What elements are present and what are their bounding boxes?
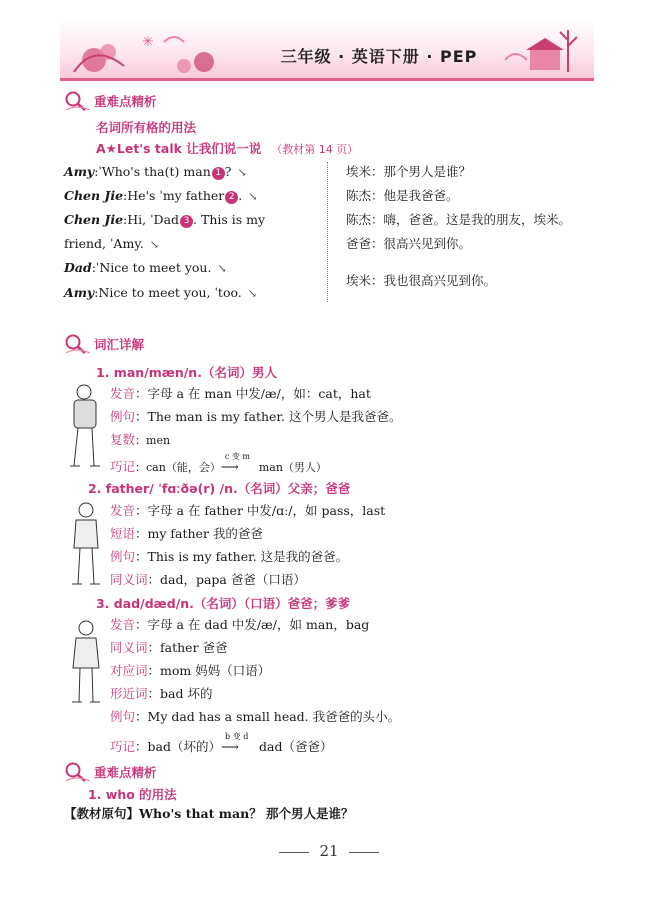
detail-text: ：dad，papa 爸爸（口语）	[147, 572, 306, 587]
section-heading-key-points-2	[64, 761, 157, 783]
note-number: 2	[225, 191, 238, 204]
detail-text: ：father 爸爸	[147, 640, 228, 655]
dad-illustration-icon	[64, 618, 108, 708]
detail-text: man（男人）	[258, 461, 327, 474]
lesson-reference: （教材第 14 页）	[271, 143, 359, 156]
detail-label: 同义词	[110, 572, 148, 587]
detail-label: 例句	[110, 409, 136, 424]
section-heading-key-points	[64, 90, 157, 112]
word-detail-row	[110, 525, 263, 543]
footer-dash	[279, 852, 309, 853]
lesson-label: A★Let's talk 让我们说一说	[96, 141, 262, 156]
falling-tone-icon: ↘	[247, 287, 257, 300]
memory-arrow	[220, 732, 259, 756]
translation-line: 埃米：我也很高兴见到你。	[346, 273, 497, 288]
dialogue-line	[64, 235, 159, 254]
dialogue-line: Chen Jie:Hi, ˈDad 3 . This is my	[64, 212, 266, 227]
footer-dash	[349, 852, 379, 853]
word-detail-row	[110, 732, 333, 756]
original-text: Who's that man？ 那个男人是谁？	[139, 806, 354, 821]
dialogue-tail: . This is my	[193, 212, 266, 227]
dialogue-line: Dad:ˈNice to meet you. ↘	[64, 260, 227, 275]
word-detail-row	[110, 408, 401, 426]
page-header-title: 三年级 · 英语下册 · PEP	[280, 47, 478, 66]
man-illustration-icon	[64, 382, 108, 472]
word-entry-heading: 3. dad/dæd/n.（名词）（口语）爸爸；爹爹	[96, 596, 351, 611]
topic-title: 名词所有格的用法	[96, 120, 197, 135]
word-detail-row	[110, 571, 306, 589]
word-detail-row	[110, 452, 327, 477]
original-label: 【教材原句】	[64, 806, 140, 821]
detail-label: 同义词	[110, 640, 148, 655]
detail-label: 形近词	[110, 686, 148, 701]
word-detail-row	[110, 502, 385, 520]
speaker-name: Amy	[64, 285, 95, 300]
magnifier-icon	[64, 90, 90, 112]
detail-label: 巧记	[110, 459, 136, 474]
detail-label: 发音	[110, 503, 136, 518]
section-heading-vocabulary	[64, 333, 144, 355]
topic-title: 1. who 的用法	[88, 787, 177, 802]
detail-text: dad（爸爸）	[258, 739, 333, 754]
detail-text: ：The man is my father. 这个男人是我爸爸。	[135, 409, 402, 424]
falling-tone-icon: ↘	[237, 166, 247, 179]
note-number: 3	[180, 215, 193, 228]
detail-text: ：my father 我的爸爸	[135, 526, 263, 541]
word-detail-row	[110, 685, 212, 703]
word-detail-row	[110, 431, 170, 450]
falling-tone-icon: ↘	[248, 190, 258, 203]
decorative-flower-icon	[64, 22, 234, 78]
detail-text: ：men	[135, 434, 171, 447]
detail-text: ：can（能，会）	[135, 461, 221, 474]
word-detail-row	[110, 385, 371, 403]
dialogue-text: He's ˈmy father	[127, 188, 225, 203]
arrow-note: c 变 m	[224, 452, 250, 461]
dialogue-text: Hi, ˈDad	[127, 212, 180, 227]
translation-line: 陈杰：他是我爸爸。	[346, 188, 459, 203]
dialogue-tail: ?	[224, 164, 232, 179]
word-detail-row	[110, 548, 348, 566]
detail-label: 巧记	[110, 739, 136, 754]
word-entry-heading: 1. man/mæn/n.（名词）男人	[96, 365, 277, 380]
lesson-title	[96, 140, 358, 159]
detail-text: ：My dad has a small head. 我爸爸的头小。	[135, 709, 401, 724]
page-number-text: 21	[319, 842, 339, 860]
right-arrow-icon: ⟶	[220, 459, 239, 474]
detail-text: ：mom 妈妈（口语）	[147, 663, 271, 678]
magnifier-icon	[64, 761, 90, 783]
page-number	[0, 842, 658, 860]
right-arrow-icon: ⟶	[220, 739, 239, 754]
section-heading-text: 词汇详解	[94, 337, 145, 352]
detail-text: ：bad 坏的	[147, 686, 213, 701]
header-rule	[60, 78, 594, 81]
speaker-name: Chen Jie	[64, 212, 124, 227]
detail-label: 对应词	[110, 663, 148, 678]
column-divider	[327, 162, 328, 302]
dialogue-text: ˈWho's tha(t) man	[98, 164, 211, 179]
translation-line: 陈杰：嗨，爸爸。这是我的朋友，埃米。	[346, 212, 572, 227]
dialogue-tail: .	[238, 188, 243, 203]
dialogue-text: Nice to meet you, ˈtoo.	[98, 285, 242, 300]
detail-label: 例句	[110, 549, 136, 564]
detail-text: ：字母 a 在 man 中发/æ/，如：cat，hat	[135, 386, 371, 401]
dialogue-line: Chen Jie:He's ˈmy father 2 . ↘	[64, 188, 258, 203]
detail-label: 发音	[110, 617, 136, 632]
detail-text: ：字母 a 在 father 中发/ɑː/，如 pass，last	[135, 503, 386, 518]
memory-arrow	[220, 452, 259, 476]
magnifier-icon	[64, 333, 90, 355]
dialogue-line: Amy:ˈWho's tha(t) man 1 ? ↘	[64, 164, 247, 179]
translation-line: 爸爸：很高兴见到你。	[346, 236, 472, 251]
word-detail-row	[110, 662, 270, 680]
original-sentence	[64, 805, 354, 823]
detail-label: 例句	[110, 709, 136, 724]
speaker-name: Chen Jie	[64, 188, 124, 203]
detail-text: ：This is my father. 这是我的爸爸。	[135, 549, 349, 564]
translation-line: 埃米：那个男人是谁？	[346, 164, 472, 179]
section-heading-text: 重难点精析	[94, 94, 157, 109]
arrow-note: b 变 d	[224, 732, 249, 741]
word-entry-heading: 2. father/ ˈfɑːðə(r) /n.（名词）父亲；爸爸	[88, 481, 351, 496]
falling-tone-icon: ↘	[149, 238, 159, 251]
detail-text: ：bad（坏的）	[135, 739, 221, 754]
word-detail-row	[110, 616, 369, 634]
svg-text:✳: ✳	[142, 34, 154, 50]
falling-tone-icon: ↘	[217, 262, 227, 275]
dialogue-text: ˈNice to meet you.	[95, 260, 212, 275]
detail-label: 复数	[110, 432, 136, 447]
father-illustration-icon	[64, 500, 108, 590]
dialogue-text: friend, ˈAmy.	[64, 236, 144, 251]
word-detail-row	[110, 639, 228, 657]
section-heading-text: 重难点精析	[94, 765, 157, 780]
note-number: 1	[212, 167, 225, 180]
detail-label: 短语	[110, 526, 136, 541]
detail-label: 发音	[110, 386, 136, 401]
dialogue-line: Amy:Nice to meet you, ˈtoo. ↘	[64, 285, 257, 300]
speaker-name: Amy	[64, 164, 95, 179]
word-detail-row	[110, 708, 400, 726]
speaker-name: Dad	[64, 260, 92, 275]
detail-text: ：字母 a 在 dad 中发/æ/，如 man，bag	[135, 617, 370, 632]
